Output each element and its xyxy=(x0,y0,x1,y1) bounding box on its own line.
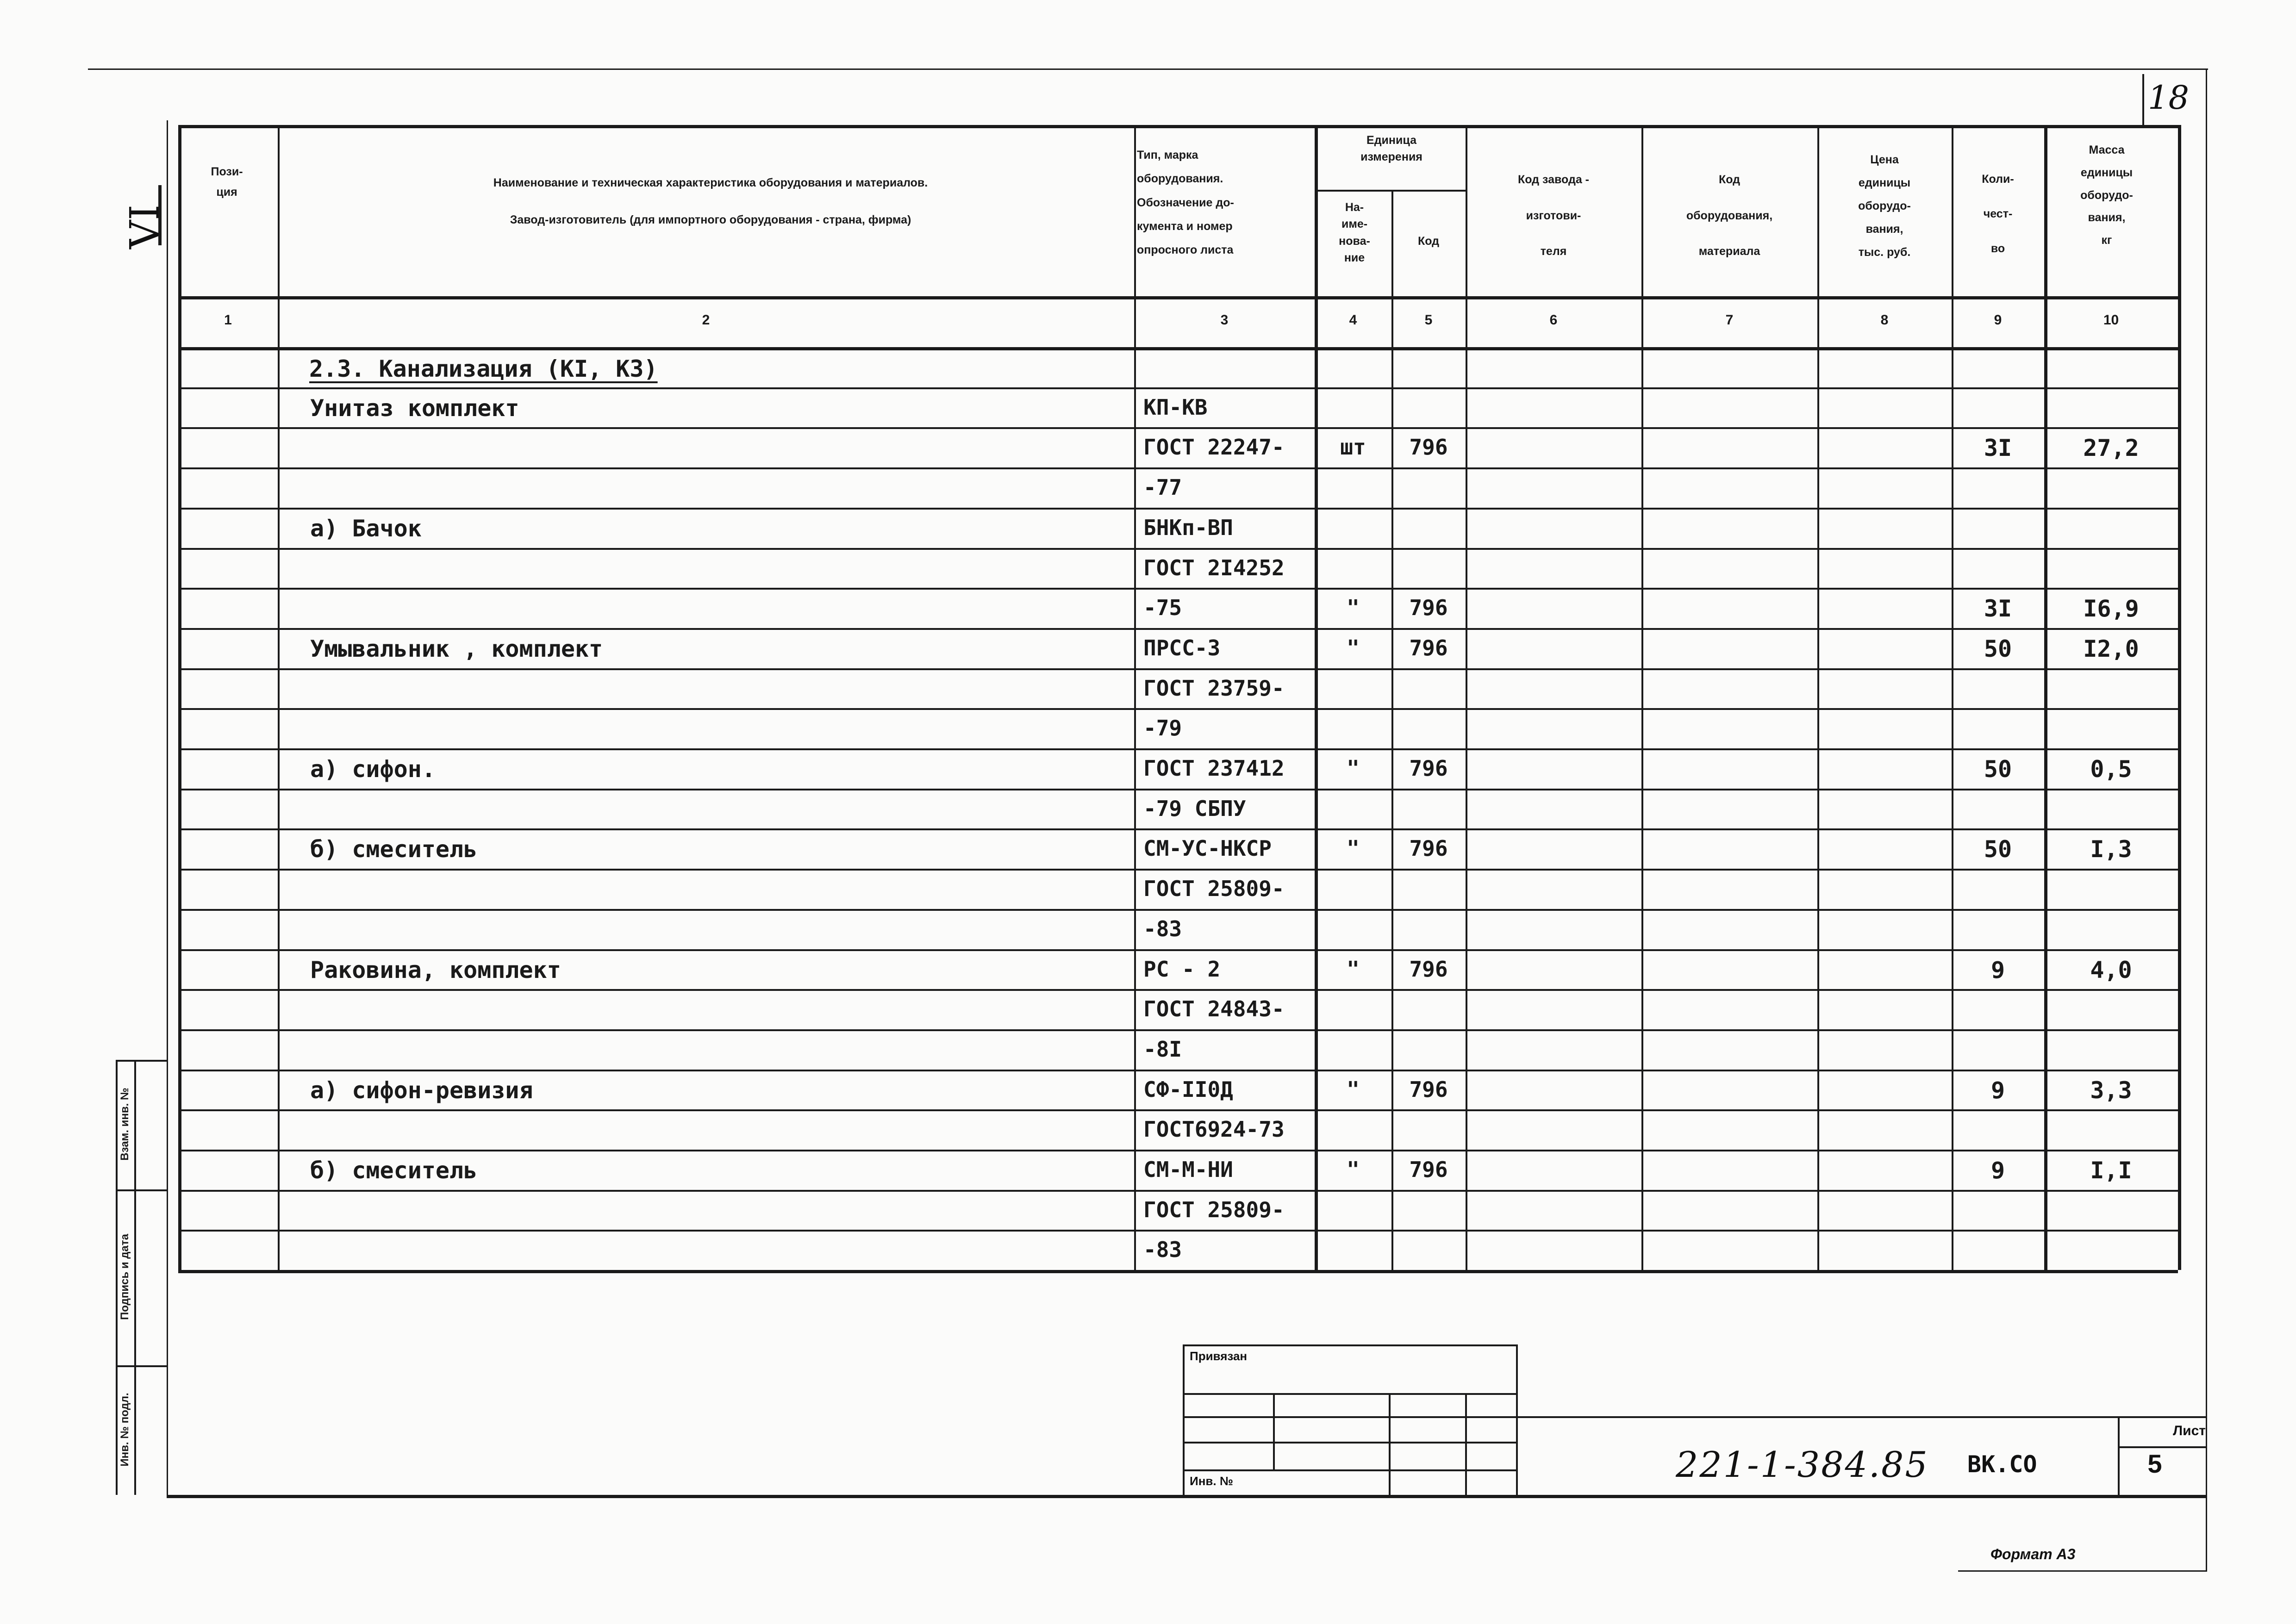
item-type: ПРСС-3 xyxy=(1143,635,1221,660)
side-label-vzam: Взам. инв. № xyxy=(119,1088,131,1161)
item-type: -8I xyxy=(1143,1036,1182,1062)
table-hline xyxy=(178,508,2178,510)
item-name: Умывальник , комплект xyxy=(310,635,603,662)
item-unit-code: 796 xyxy=(1409,595,1448,621)
item-unit: шт xyxy=(1340,435,1366,460)
table-hline xyxy=(178,628,2178,630)
item-quantity: 3I xyxy=(1984,435,2012,462)
item-mass: 3,3 xyxy=(2090,1076,2132,1104)
item-type: ГОСТ 22247- xyxy=(1143,435,1285,460)
frame-top-line xyxy=(88,68,2208,70)
header-name: Наименование и техническая характеристика оборудования и материалов. Завод-изготовитель (для импортного оборудования - страна, фирма) xyxy=(493,176,928,226)
item-type: КП-КВ xyxy=(1143,394,1208,420)
item-type: СМ-УС-НКСР xyxy=(1143,836,1272,861)
item-type: СФ-II0Д xyxy=(1143,1076,1233,1102)
table-vline xyxy=(1466,125,1467,1270)
item-unit-code: 796 xyxy=(1409,435,1448,460)
header-unit-name: На- име- нова- ние xyxy=(1339,201,1370,264)
item-name: б) смеситель xyxy=(310,1157,478,1184)
item-type: ГОСТ6924-73 xyxy=(1143,1117,1285,1142)
header-position: Пози- ция xyxy=(211,165,243,199)
frame-bottom-line xyxy=(167,1495,2206,1498)
item-type: ГОСТ 237412 xyxy=(1143,756,1285,781)
item-type: ГОСТ 24843- xyxy=(1143,996,1285,1022)
corner-box-line xyxy=(2142,74,2144,125)
header-quantity: Коли- чест- во xyxy=(1982,173,2014,255)
table-vline xyxy=(2178,125,2181,1270)
sheet-corner-number: 18 xyxy=(2148,79,2190,117)
table-vline xyxy=(1134,125,1136,1270)
table-hline xyxy=(1315,190,1466,192)
item-name: а) сифон. xyxy=(310,756,436,783)
item-mass: 27,2 xyxy=(2083,435,2139,462)
stamp-top-line xyxy=(1183,1344,1516,1346)
header-unit-code: Код xyxy=(1417,235,1440,248)
table-hline xyxy=(178,989,2178,991)
titleblock-sheet-divider xyxy=(2118,1416,2120,1495)
side-strip-left xyxy=(116,1060,118,1495)
table-hline xyxy=(178,548,2178,550)
item-type: ГОСТ 25809- xyxy=(1143,1197,1285,1222)
table-hline xyxy=(178,588,2178,590)
format-label: Формат А3 xyxy=(1990,1546,2076,1562)
table-hline xyxy=(178,869,2178,871)
section-roman-numeral: VI xyxy=(122,204,168,249)
item-unit-code: 796 xyxy=(1409,836,1448,861)
item-unit: " xyxy=(1347,1076,1360,1102)
frame-left-line xyxy=(167,120,168,1497)
item-quantity: 9 xyxy=(1990,1157,2005,1184)
header-type: Тип, марка оборудования. Обозначение до- кумента и номер опросного листа xyxy=(1137,149,1234,256)
doc-number: 221-1-384.85 xyxy=(1676,1444,1929,1485)
roman-underline xyxy=(158,185,162,245)
side-strip-right xyxy=(134,1060,136,1495)
table-hline xyxy=(178,1150,2178,1151)
doc-code: ВК.СО xyxy=(1967,1451,2037,1478)
column-number: 1 xyxy=(224,312,232,328)
item-unit-code: 796 xyxy=(1409,956,1448,982)
item-mass: I,3 xyxy=(2090,836,2132,863)
item-name: б) смеситель xyxy=(310,836,478,863)
item-quantity: 9 xyxy=(1990,956,2005,983)
side-label-inv-podl: Инв. № подл. xyxy=(119,1393,131,1467)
table-vline xyxy=(1391,190,1393,1270)
sheet-label: Лист xyxy=(2173,1423,2206,1438)
item-unit: " xyxy=(1347,836,1360,861)
stamp-bound-label: Привязан xyxy=(1190,1349,1248,1363)
item-type: -83 xyxy=(1143,916,1182,941)
item-unit: " xyxy=(1347,756,1360,781)
item-quantity: 3I xyxy=(1984,595,2012,622)
header-mass: Масса единицы оборудо- вания, кг xyxy=(2080,143,2133,247)
header-price: Цена единицы оборудо- вания, тыс. руб. xyxy=(1858,153,1911,259)
table-hline xyxy=(178,789,2178,790)
table-hline xyxy=(178,1270,2178,1273)
titleblock-sheet-line xyxy=(2118,1446,2206,1448)
item-unit: " xyxy=(1347,595,1360,621)
item-name: а) сифон-ревизия xyxy=(310,1076,533,1104)
item-quantity: 9 xyxy=(1990,1076,2005,1104)
item-type: ГОСТ 2I4252 xyxy=(1143,555,1285,580)
header-factory-code: Код завода - изготови- теля xyxy=(1517,173,1590,258)
side-line-2 xyxy=(116,1189,167,1191)
item-type: -83 xyxy=(1143,1237,1182,1263)
item-quantity: 50 xyxy=(1984,635,2012,662)
column-number: 7 xyxy=(1725,312,1734,328)
item-type: -75 xyxy=(1143,595,1182,621)
column-number: 8 xyxy=(1880,312,1889,328)
item-unit-code: 796 xyxy=(1409,756,1448,781)
table-hline xyxy=(178,1029,2178,1031)
item-name: Раковина, комплект xyxy=(310,956,561,983)
item-mass: I2,0 xyxy=(2083,635,2139,662)
column-number: 5 xyxy=(1424,312,1433,328)
table-vline xyxy=(278,125,280,1270)
stamp-mid-line xyxy=(1516,1344,1518,1495)
table-hline xyxy=(178,296,2178,299)
item-unit-code: 796 xyxy=(1409,635,1448,660)
side-line-1 xyxy=(116,1060,167,1062)
item-type: СМ-М-НИ xyxy=(1143,1157,1233,1182)
item-type: -79 СБПУ xyxy=(1143,796,1246,821)
table-hline xyxy=(178,668,2178,670)
stamp-col-1 xyxy=(1273,1393,1275,1469)
item-type: ГОСТ 23759- xyxy=(1143,675,1285,701)
item-unit: " xyxy=(1347,956,1360,982)
table-hline xyxy=(178,1230,2178,1232)
header-equipment-code: Код оборудования, материала xyxy=(1686,173,1773,258)
item-type: БНКп-ВП xyxy=(1143,515,1233,540)
column-number: 9 xyxy=(1994,312,2002,328)
item-unit: " xyxy=(1347,635,1360,660)
column-number: 4 xyxy=(1349,312,1357,328)
item-name: а) Бачок xyxy=(310,515,422,542)
table-vline xyxy=(178,125,181,1270)
item-type: ГОСТ 25809- xyxy=(1143,876,1285,902)
item-unit: " xyxy=(1347,1157,1360,1182)
titleblock-top-line xyxy=(1516,1416,2206,1418)
side-label-podpis: Подпись и дата xyxy=(119,1234,131,1320)
table-hline xyxy=(178,1070,2178,1071)
item-type: -79 xyxy=(1143,716,1182,741)
item-quantity: 50 xyxy=(1984,836,2012,863)
item-unit-code: 796 xyxy=(1409,1157,1448,1182)
column-number: 2 xyxy=(702,312,710,328)
item-unit-code: 796 xyxy=(1409,1076,1448,1102)
item-mass: 0,5 xyxy=(2090,756,2132,783)
table-hline xyxy=(178,748,2178,750)
stamp-left-line xyxy=(1183,1344,1185,1495)
table-hline xyxy=(178,949,2178,951)
side-line-3 xyxy=(116,1365,167,1367)
stamp-col-3 xyxy=(1465,1393,1467,1495)
column-number: 10 xyxy=(2103,312,2119,328)
table-hline xyxy=(178,467,2178,469)
frame-bottom-right-line xyxy=(1958,1570,2207,1572)
section-title: 2.3. Канализация (KI, K3) xyxy=(309,355,658,382)
table-hline xyxy=(178,427,2178,429)
table-vline xyxy=(1641,125,1643,1270)
column-number: 6 xyxy=(1549,312,1558,328)
item-name: Унитаз комплект xyxy=(310,394,519,422)
item-mass: I6,9 xyxy=(2083,595,2139,622)
table-vline xyxy=(1817,125,1819,1270)
column-number: 3 xyxy=(1220,312,1229,328)
item-type: -77 xyxy=(1143,475,1182,500)
item-quantity: 50 xyxy=(1984,756,2012,783)
item-mass: I,I xyxy=(2090,1157,2132,1184)
table-hline xyxy=(178,708,2178,710)
item-mass: 4,0 xyxy=(2090,956,2132,983)
table-hline xyxy=(178,387,2178,389)
table-hline xyxy=(178,909,2178,911)
table-hline xyxy=(178,347,2178,350)
stamp-inv-label: Инв. № xyxy=(1190,1474,1233,1488)
header-unit: Единица измерения xyxy=(1360,134,1423,164)
table-hline xyxy=(178,1190,2178,1192)
item-type: РС - 2 xyxy=(1143,956,1221,982)
stamp-col-2 xyxy=(1389,1393,1391,1495)
table-hline xyxy=(178,1109,2178,1111)
sheet-number: 5 xyxy=(2147,1449,2162,1478)
table-hline xyxy=(178,828,2178,830)
table-hline xyxy=(178,125,2178,128)
frame-right-line xyxy=(2206,69,2207,1571)
